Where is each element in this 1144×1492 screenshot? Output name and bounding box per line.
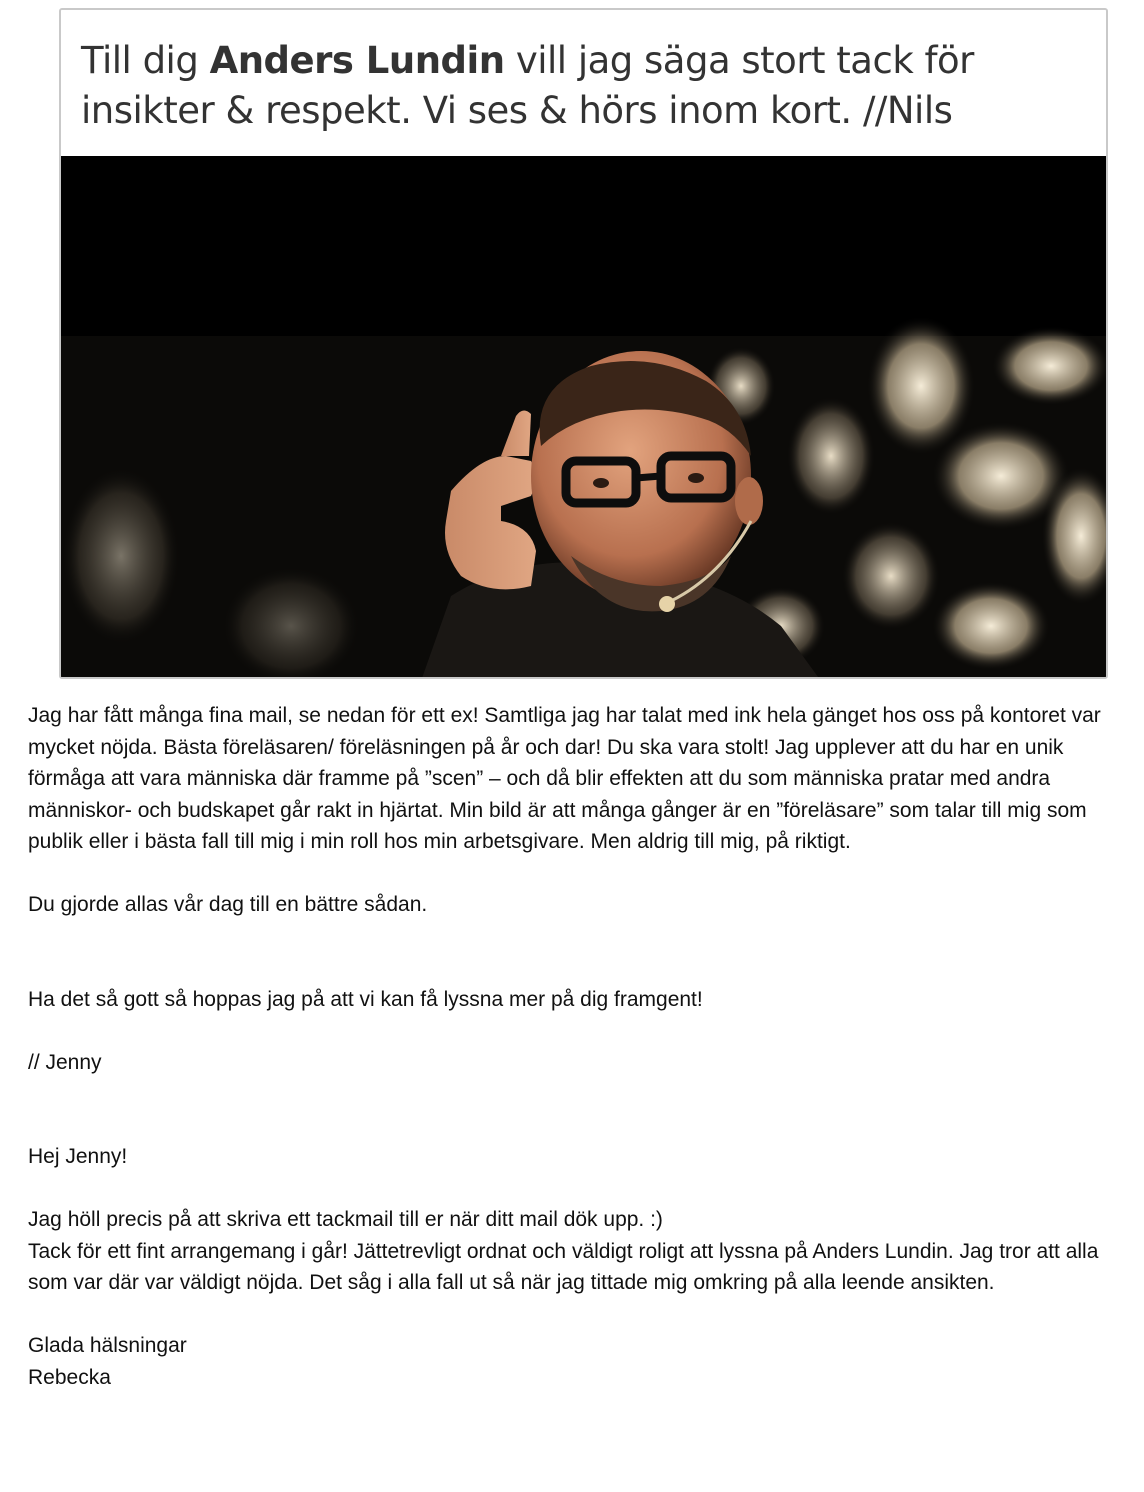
speaker-photo-illustration [61, 156, 1106, 679]
paragraph-spacer [28, 1299, 1118, 1331]
paragraph-spacer [28, 921, 1118, 984]
letter-paragraph-3: Ha det så gott så hoppas jag på att vi kan få lyssna mer på dig framgent! [28, 987, 703, 1011]
title-prefix: Till dig [81, 39, 210, 82]
quote-card [59, 8, 1108, 679]
title-name: Anders Lundin [209, 39, 505, 82]
reply-closing: Glada hälsningar [28, 1334, 187, 1357]
paragraph-spacer [28, 858, 1118, 890]
reply-line-1: Jag höll precis på att skriva ett tackmail till er när ditt mail dök upp. :) [28, 1208, 663, 1231]
signature-jenny: // Jenny [28, 1050, 102, 1074]
paragraph-spacer [28, 1173, 1118, 1205]
letter-paragraph-2: Du gjorde allas vår dag till en bättre sådan. [28, 893, 428, 916]
speaker-photo [61, 156, 1106, 679]
letter-paragraph-1: Jag har fått många fina mail, se nedan för ett ex! Samtliga jag har talat med ink hela gänget hos oss på kontoret var mycket nöjda. Bästa föreläsaren/ föreläsningen på år och dar! Du ska vara stolt! Jag upplever att du har en unik förmåga att vara människa där framme på ”scen” – och då blir effekten att du som människa pratar med andra människor- och budskapet går rakt in hjärtat. Min bild är att många gånger är en ”föreläsare” som talar till mig som publik eller i bästa fall till mig i min roll hos min arbetsgivare. Men aldrig till mig, på riktigt. [28, 704, 1101, 853]
title-suffix: vill jag säga stort tack för insikter & respekt. Vi ses & hörs inom kort. //Nils [81, 39, 974, 132]
reply-greeting: Hej Jenny! [28, 1145, 128, 1168]
letter-body [28, 700, 1118, 1393]
signature-rebecka: Rebecka [28, 1365, 111, 1389]
card-header [61, 10, 1106, 156]
reply-line-2: Tack för ett fint arrangemang i går! Jättetrevligt ordnat och väldigt roligt att lyssna på Anders Lundin. Jag tror att alla som var där var väldigt nöjda. Det såg i alla fall ut så när jag tittade mig omkring på alla leende ansikten. [28, 1239, 1099, 1294]
quote-title [81, 36, 1086, 136]
paragraph-spacer [28, 1078, 1118, 1141]
paragraph-spacer [28, 1015, 1118, 1047]
